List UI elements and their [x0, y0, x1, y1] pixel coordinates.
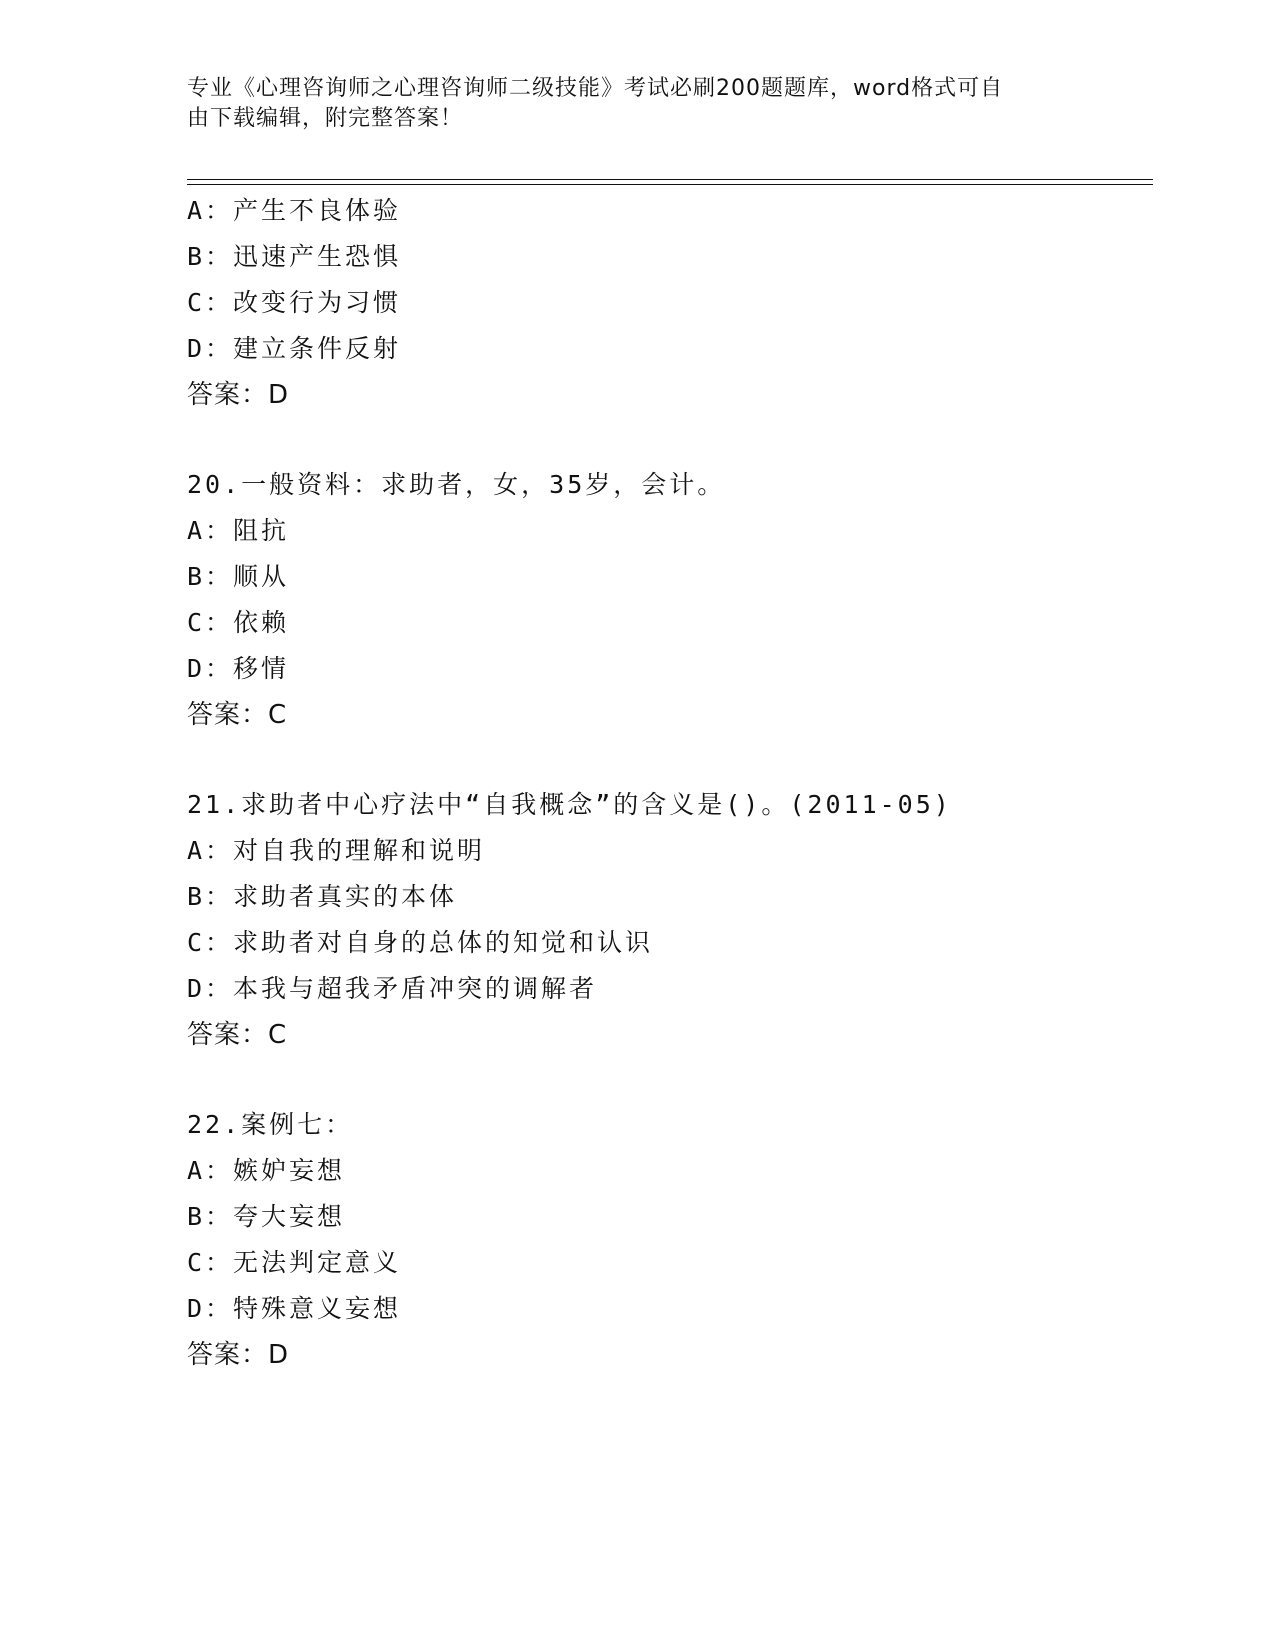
option-d: D：本我与超我矛盾冲突的调解者: [187, 974, 598, 1003]
option-b: B：迅速产生恐惧: [187, 242, 402, 271]
answer-line: 答案：C: [187, 700, 288, 730]
answer-line: 答案：C: [187, 1020, 288, 1050]
document-header: [187, 74, 1067, 134]
option-a: A：产生不良体验: [187, 196, 402, 225]
option-c: C：求助者对自身的总体的知觉和认识: [187, 928, 654, 957]
option-d: D：特殊意义妄想: [187, 1294, 402, 1323]
question-20: [187, 462, 1153, 738]
header-line-1: 专业《心理咨询师之心理咨询师二级技能》考试必刷200题题库，word格式可自: [187, 76, 1004, 101]
option-a: A：阻抗: [187, 516, 290, 545]
option-d: D：移情: [187, 654, 290, 683]
option-d: D：建立条件反射: [187, 334, 402, 363]
option-c: C：改变行为习惯: [187, 288, 402, 317]
question-22: [187, 1102, 1153, 1378]
header-line-2: 由下载编辑，附完整答案！: [187, 106, 464, 131]
answer-line: 答案：D: [187, 380, 290, 410]
option-c: C：无法判定意义: [187, 1248, 402, 1277]
question-21: [187, 782, 1153, 1058]
option-b: B：求助者真实的本体: [187, 882, 458, 911]
option-a: A：嫉妒妄想: [187, 1156, 346, 1185]
option-a: A：对自我的理解和说明: [187, 836, 486, 865]
question-stem: 21.求助者中心疗法中“自我概念”的含义是()。(2011-05): [187, 790, 952, 819]
double-rule-top: [187, 179, 1153, 180]
option-b: B：夸大妄想: [187, 1202, 346, 1231]
option-b: B：顺从: [187, 562, 290, 591]
question-stem: 22.案例七：: [187, 1110, 354, 1139]
option-c: C：依赖: [187, 608, 290, 637]
question-content: [187, 188, 1153, 1378]
question-19-tail: [187, 188, 1153, 418]
double-rule-bottom: [187, 184, 1153, 185]
question-stem: 20.一般资料：求助者，女，35岁，会计。: [187, 470, 726, 499]
answer-line: 答案：D: [187, 1340, 290, 1370]
